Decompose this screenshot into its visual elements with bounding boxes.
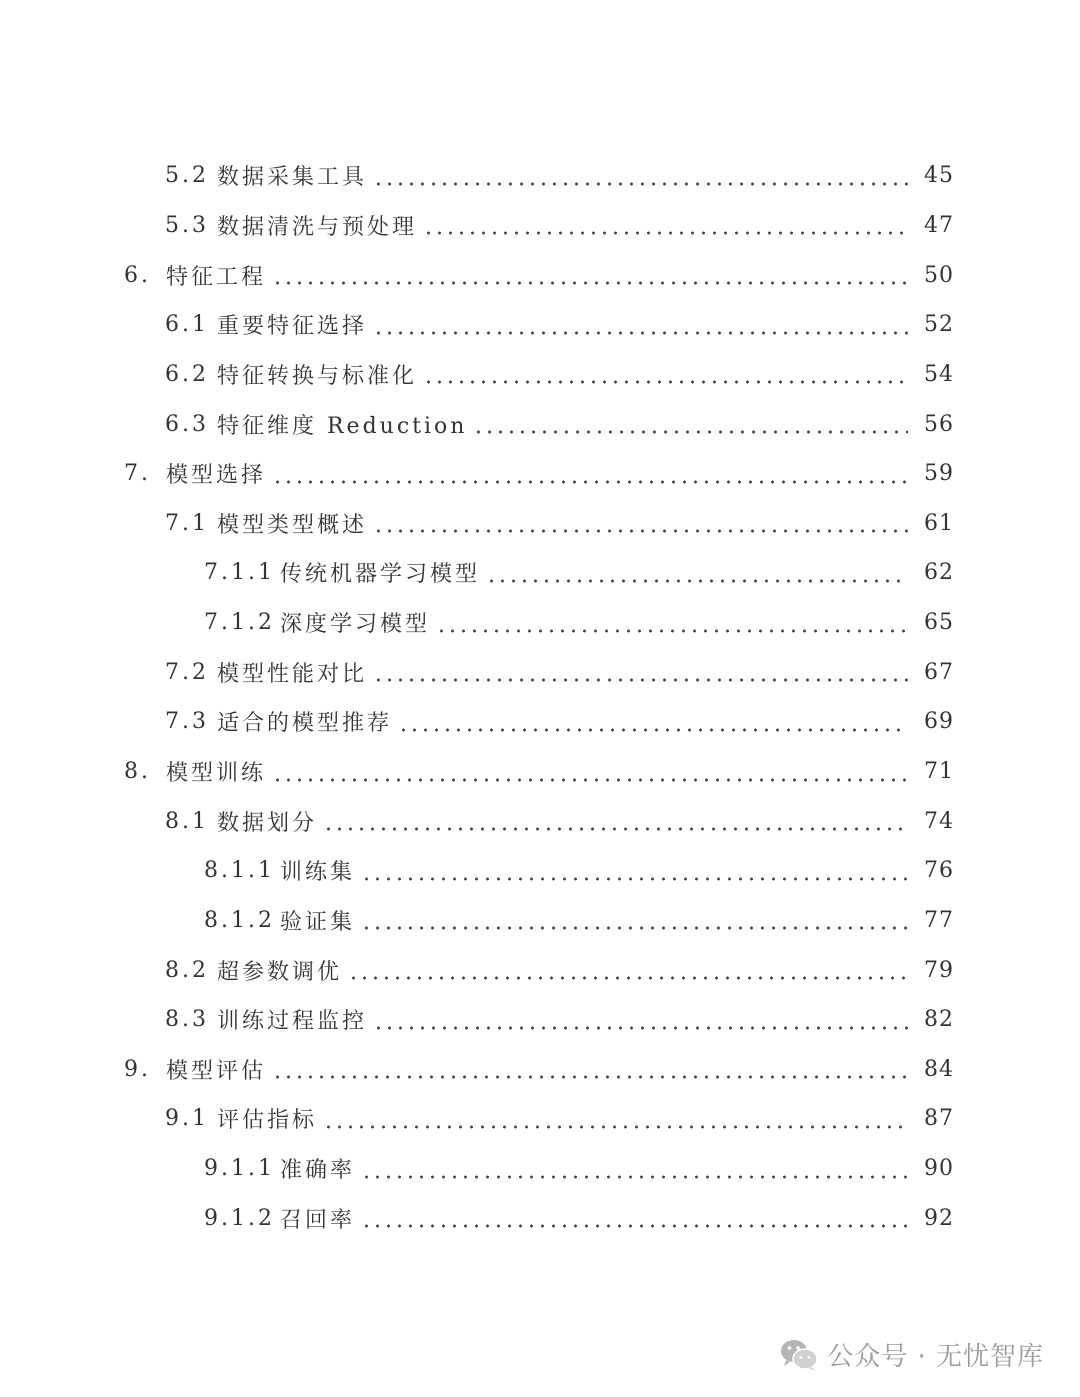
toc-entry-number: 8.3 [165,1007,209,1033]
dot-leader [373,512,908,534]
toc-entry-title: 模型评估 [166,1058,267,1084]
toc-entry-number: 5.3 [165,212,209,238]
toc-entry-title: 召回率 [280,1207,356,1233]
toc-entry-number: 7.2 [165,659,209,685]
dot-leader [423,363,908,385]
watermark-text: 公众号 · 无忧智库 [827,1342,1044,1372]
toc-entry[interactable] [0,945,1080,995]
toc-entry-number: 8.1 [165,808,209,834]
toc-entry[interactable] [0,350,1080,400]
toc-entry[interactable] [0,995,1080,1045]
toc-entry-page-number: 52 [924,312,954,338]
toc-entry-title: 模型训练 [166,761,267,786]
dot-leader [361,860,908,882]
dot-leader [373,1009,908,1031]
table-of-contents [0,151,1080,1243]
toc-entry-page-number: 87 [924,1106,954,1132]
toc-entry-number: 6. [124,262,151,288]
toc-entry-title: 准确率 [280,1158,356,1184]
toc-entry-page-number: 67 [924,659,954,685]
toc-entry-title: 特征转换与标准化 [217,363,418,389]
toc-entry-number: 9.1 [165,1106,209,1132]
dot-leader [323,1108,908,1130]
toc-entry-page-number: 76 [924,858,954,884]
toc-entry-page-number: 59 [924,461,954,487]
toc-entry[interactable] [0,846,1080,896]
dot-leader [323,810,908,832]
toc-entry-page-number: 62 [924,560,954,586]
toc-entry-number: 7.1.2 [204,610,275,636]
dot-leader [361,1158,908,1180]
toc-entry-number: 7.1 [165,510,209,536]
toc-entry[interactable] [0,498,1080,548]
toc-entry-title: 数据采集工具 [217,165,368,191]
toc-entry-page-number: 45 [924,163,954,189]
toc-entry-title: 模型类型概述 [217,512,368,538]
dot-leader [272,264,908,286]
toc-entry-number: 9.1.2 [204,1205,275,1231]
toc-entry-title: 传统机器学习模型 [280,562,481,588]
toc-entry[interactable] [0,747,1080,797]
toc-entry-page-number: 50 [924,262,954,288]
watermark [779,1336,1044,1373]
dot-leader [272,1058,908,1080]
toc-entry-page-number: 77 [924,907,954,933]
toc-entry-number: 8. [124,759,151,784]
toc-entry[interactable] [0,201,1080,251]
dot-leader [272,463,908,485]
toc-entry[interactable] [0,647,1080,697]
toc-entry[interactable] [0,548,1080,598]
toc-entry-number: 9.1.1 [204,1156,275,1182]
toc-entry-title: 训练过程监控 [217,1009,368,1035]
toc-entry[interactable] [0,399,1080,449]
dot-leader [272,761,908,783]
toc-entry-page-number: 74 [924,808,954,834]
toc-entry-number: 7.3 [165,709,209,735]
toc-entry-title: 超参数调优 [217,959,343,985]
toc-entry-page-number: 61 [924,510,954,536]
toc-entry-page-number: 65 [924,610,954,636]
toc-entry-number: 9. [124,1056,151,1082]
dot-leader [373,165,908,187]
toc-entry[interactable] [0,1045,1080,1095]
toc-entry-title: 深度学习模型 [280,612,431,638]
toc-entry-title: 模型性能对比 [217,661,368,687]
toc-entry-title: 特征维度 Reduction [217,413,468,439]
toc-entry-page-number: 47 [924,212,954,238]
toc-entry[interactable] [0,796,1080,846]
dot-leader [473,413,908,435]
toc-entry-number: 7. [124,461,151,487]
toc-entry[interactable] [0,1193,1080,1243]
toc-entry[interactable] [0,598,1080,648]
dot-leader [423,214,908,236]
toc-entry-title: 特征工程 [166,264,267,290]
dot-leader [436,612,908,634]
toc-entry-page-number: 90 [924,1156,954,1182]
toc-entry[interactable] [0,896,1080,946]
toc-entry[interactable] [0,449,1080,499]
dot-leader [373,314,908,336]
toc-entry[interactable] [0,1094,1080,1144]
toc-entry[interactable] [0,250,1080,300]
dot-leader [348,959,908,981]
dot-leader [361,1207,908,1229]
toc-entry-title: 重要特征选择 [217,314,368,340]
toc-entry-title: 训练集 [280,860,356,886]
toc-entry-page-number: 79 [924,957,954,983]
toc-entry[interactable] [0,300,1080,350]
toc-entry[interactable] [0,697,1080,747]
toc-entry-title: 验证集 [280,909,356,935]
toc-entry-title: 数据清洗与预处理 [217,214,418,240]
toc-entry-number: 8.2 [165,957,209,983]
dot-leader [486,562,908,584]
wechat-icon [779,1338,819,1372]
dot-leader [398,711,908,733]
toc-entry-number: 6.2 [165,361,209,387]
toc-entry-page-number: 92 [924,1205,954,1231]
toc-entry-page-number: 71 [924,759,954,784]
toc-entry-number: 8.1.1 [204,858,275,884]
toc-entry-title: 数据划分 [217,810,318,836]
toc-entry-title: 评估指标 [217,1108,318,1134]
dot-leader [373,661,908,683]
toc-entry-title: 模型选择 [166,463,267,489]
toc-entry-title: 适合的模型推荐 [217,711,393,737]
toc-entry-number: 6.1 [165,312,209,338]
toc-entry-number: 5.2 [165,163,209,189]
toc-entry-number: 7.1.1 [204,560,275,586]
toc-entry-number: 6.3 [165,411,209,437]
toc-entry-page-number: 82 [924,1007,954,1033]
toc-entry[interactable] [0,151,1080,201]
toc-entry-page-number: 56 [924,411,954,437]
toc-entry-page-number: 69 [924,709,954,735]
toc-entry[interactable] [0,1144,1080,1194]
toc-entry-page-number: 84 [924,1056,954,1082]
dot-leader [361,909,908,931]
toc-entry-number: 8.1.2 [204,907,275,933]
toc-entry-page-number: 54 [924,361,954,387]
